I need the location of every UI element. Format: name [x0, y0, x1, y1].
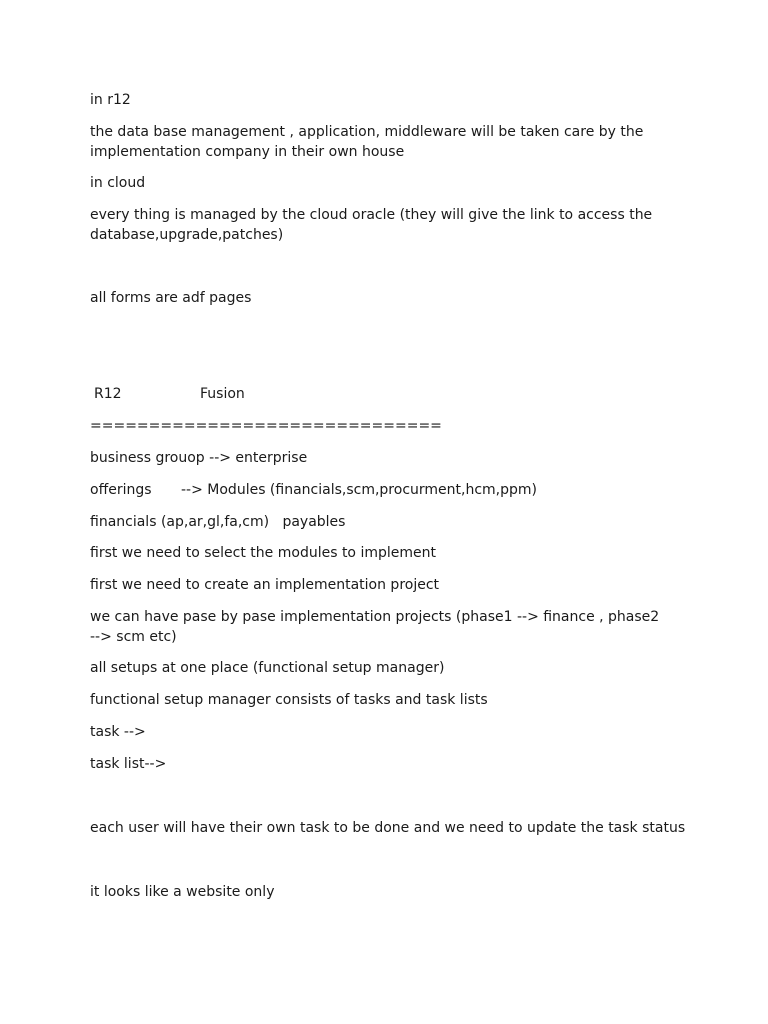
- paragraph-cloud-managed: every thing is managed by the cloud oracle (they will give the link to access the database,upgrade,patches): [90, 207, 657, 243]
- paragraph-phase-projects: we can have pase by pase implementation projects (phase1 --> finance , phase2 --> scm etc): [90, 609, 664, 645]
- paragraph-r12-management: the data base management , application, middleware will be taken care by the implementation company in their own house: [90, 124, 648, 160]
- paragraph-adf-pages: all forms are adf pages: [90, 290, 252, 306]
- paragraph-in-r12: in r12: [90, 92, 131, 108]
- header-r12: R12: [94, 386, 122, 402]
- paragraph-business-group: business grouop --> enterprise: [90, 450, 308, 466]
- paragraph-fsm-tasks: functional setup manager consists of tasks and task lists: [90, 692, 488, 708]
- paragraph-in-cloud: in cloud: [90, 175, 146, 191]
- paragraph-task: task -->: [90, 724, 146, 740]
- paragraph-create-project: first we need to create an implementation project: [90, 577, 440, 593]
- header-fusion: Fusion: [200, 386, 245, 402]
- offerings-value: --> Modules (financials,scm,procurment,hcm,ppm): [181, 482, 537, 498]
- comparison-header-row: [90, 384, 690, 404]
- paragraph-user-tasks: each user will have their own task to be done and we need to update the task status: [90, 820, 686, 836]
- paragraph-financials: financials (ap,ar,gl,fa,cm) payables: [90, 514, 346, 530]
- paragraph-task-list: task list-->: [90, 756, 167, 772]
- paragraph-all-setups: all setups at one place (functional setup manager): [90, 660, 445, 676]
- offerings-row: [90, 480, 690, 500]
- paragraph-select-modules: first we need to select the modules to implement: [90, 545, 436, 561]
- paragraph-website: it looks like a website only: [90, 884, 275, 900]
- separator-line: ==============================: [90, 418, 442, 434]
- offerings-label: offerings: [90, 482, 152, 498]
